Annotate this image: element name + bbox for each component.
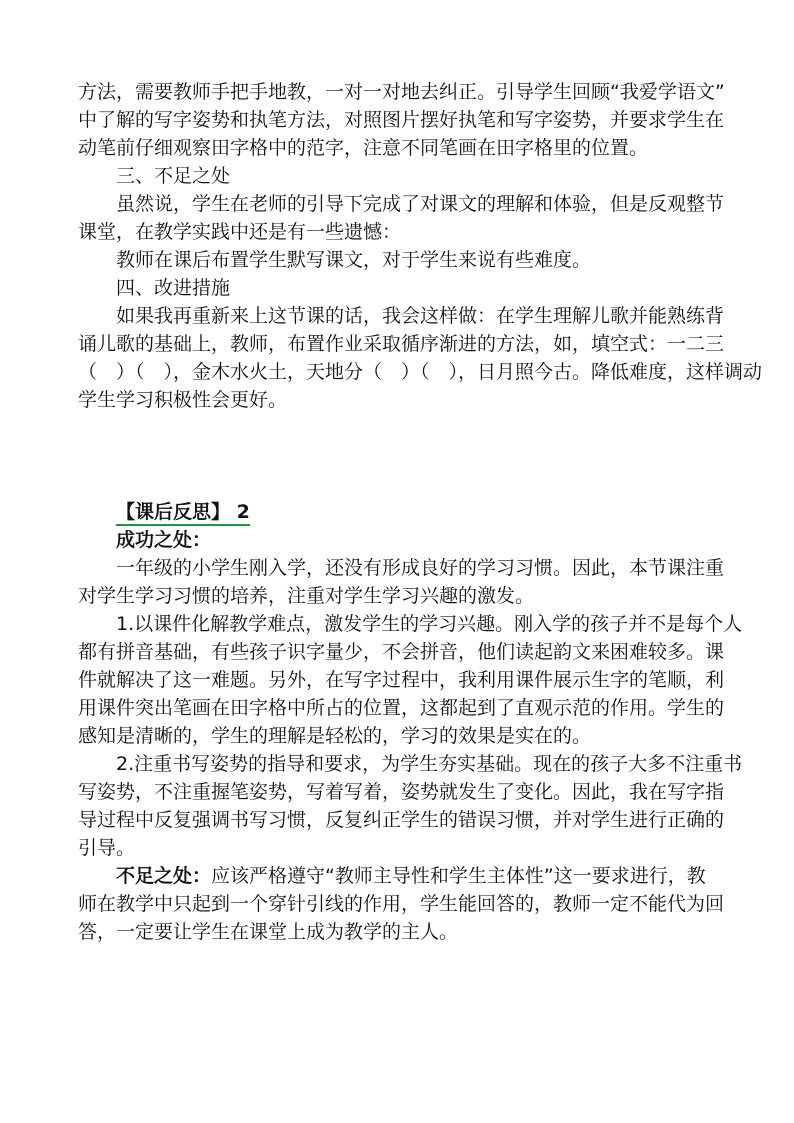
paragraph-line: 2.注重书写姿势的指导和要求，为学生夯实基础。现在的孩子大多不注重书 xyxy=(116,753,743,775)
paragraph-line: 中了解的写字姿势和执笔方法，对照图片摆好执笔和写字姿势，并要求学生在 xyxy=(78,109,725,131)
paragraph-line: 学生学习积极性会更好。 xyxy=(78,389,288,411)
paragraph-line: 师在教学中只起到一个穿针引线的作用，学生能回答的，教师一定不能代为回 xyxy=(78,893,725,915)
document-page xyxy=(78,78,763,946)
shortcoming-label: 不足之处： xyxy=(116,865,212,887)
paragraph-line: 都有拼音基础，有些孩子识字量少，不会拼音，他们读起韵文来困难较多。课 xyxy=(78,641,725,663)
paragraph-line: 一年级的小学生刚入学，还没有形成良好的学习习惯。因此，本节课注重 xyxy=(116,557,725,579)
shortcoming-paragraph-first-line xyxy=(78,862,726,890)
paragraph-line: 课堂，在教学实践中还是有一些遗憾： xyxy=(78,221,402,243)
paragraph-line: 件就解决了这一难题。另外，在写字过程中，我利用课件展示生字的笔顺，利 xyxy=(78,669,725,691)
paragraph-line: 1.以课件化解教学难点，激发学生的学习兴趣。刚入学的孩子并不是每个人 xyxy=(116,613,743,635)
section-heading-shortcomings: 三、不足之处 xyxy=(116,165,231,187)
success-heading: 成功之处： xyxy=(116,529,212,551)
paragraph-line: 用课件突出笔画在田字格中所占的位置，这都起到了直观示范的作用。学生的 xyxy=(78,697,725,719)
paragraph-line: 动笔前仔细观察田字格中的范字，注意不同笔画在田字格里的位置。 xyxy=(78,137,649,159)
paragraph-line: 方法，需要教师手把手地教，一对一对地去纠正。引导学生回顾“我爱学语文” xyxy=(78,81,725,103)
paragraph-line: 写姿势，不注重握笔姿势，写着写着，姿势就发生了变化。因此，我在写字指 xyxy=(78,781,725,803)
reflection-title xyxy=(78,498,726,526)
shortcoming-text: 应该严格遵守“教师主导性和学生主体性”这一要求进行，教 xyxy=(211,865,706,887)
paragraph-line: （ ）（ ），金木水火土，天地分（ ）（ ），日月照今古。降低难度，这样调动 xyxy=(78,361,763,383)
paragraph-line: 教师在课后布置学生默写课文，对于学生来说有些难度。 xyxy=(116,249,592,271)
paragraph-line: 引导。 xyxy=(78,837,136,859)
paragraph-line: 如果我再重新来上这节课的话，我会这样做：在学生理解儿歌并能熟练背 xyxy=(116,305,725,327)
section-gap xyxy=(78,414,726,498)
paragraph-line: 答，一定要让学生在课堂上成为教学的主人。 xyxy=(78,921,459,943)
reflection-title-text: 【课后反思】 2 xyxy=(116,501,250,526)
paragraph-line: 感知是清晰的，学生的理解是轻松的，学习的效果是实在的。 xyxy=(78,725,592,747)
paragraph-line: 虽然说，学生在老师的引导下完成了对课文的理解和体验，但是反观整节 xyxy=(116,193,725,215)
paragraph-line: 导过程中反复强调书写习惯，反复纠正学生的错误习惯，并对学生进行正确的 xyxy=(78,809,725,831)
paragraph-line: 诵儿歌的基础上，教师，布置作业采取循序渐进的方法，如，填空式：一二三 xyxy=(78,333,725,355)
section-heading-improvements: 四、改进措施 xyxy=(116,277,231,299)
paragraph-line: 对学生学习习惯的培养，注重对学生学习兴趣的激发。 xyxy=(78,585,535,607)
